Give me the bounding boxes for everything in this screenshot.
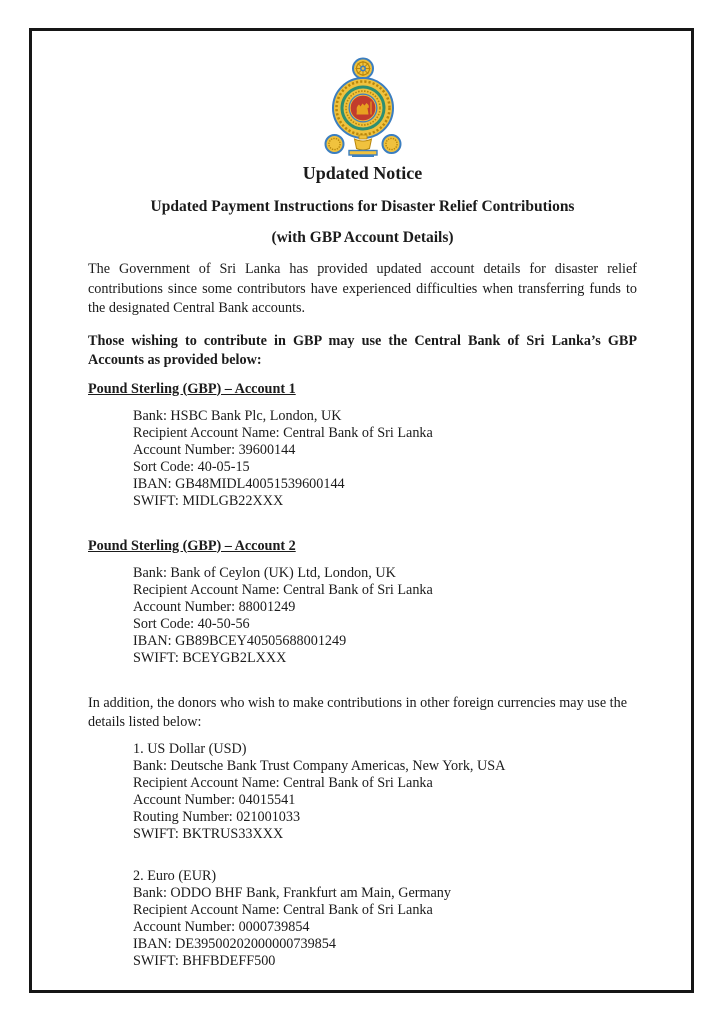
- iban-line: IBAN: GB89BCEY40505688001249: [133, 632, 347, 649]
- account-number-line: Account Number: 88001249: [133, 598, 296, 615]
- page-border-frame: [29, 28, 694, 993]
- account-number-line: Account Number: 04015541: [133, 791, 296, 808]
- gbp-note-paragraph: Those wishing to contribute in GBP may use the Central Bank of Sri Lanka’s GBP Accounts as provided below:: [88, 332, 637, 368]
- usd-account-details: [133, 741, 637, 843]
- recipient-name-line: Recipient Account Name: Central Bank of Sri Lanka: [133, 774, 433, 791]
- bank-name-line: Bank: Bank of Ceylon (UK) Ltd, London, UK: [133, 564, 396, 581]
- gbp-account-1-details: [133, 408, 637, 510]
- eur-account-details: [133, 868, 637, 970]
- recipient-name-line: Recipient Account Name: Central Bank of Sri Lanka: [133, 901, 433, 918]
- account-number-line: Account Number: 39600144: [133, 441, 296, 458]
- recipient-name-line: Recipient Account Name: Central Bank of Sri Lanka: [133, 581, 433, 598]
- sort-code-line: Sort Code: 40-05-15: [133, 458, 250, 475]
- notice-subtitle-gbp: (with GBP Account Details): [271, 229, 454, 246]
- gbp-account-2-section: [88, 537, 637, 667]
- notice-title: Updated Notice: [302, 163, 423, 183]
- gbp-account-2-details: [133, 565, 637, 667]
- usd-account-section: [88, 741, 637, 843]
- sri-lanka-national-emblem-icon: [319, 57, 407, 157]
- eur-account-section: [88, 868, 637, 970]
- gbp-account-1-heading: Pound Sterling (GBP) – Account 1: [88, 380, 296, 397]
- currency-heading-line: 1. US Dollar (USD): [133, 740, 247, 757]
- gbp-account-1-section: [88, 380, 637, 510]
- iban-line: IBAN: GB48MIDL40051539600144: [133, 475, 345, 492]
- bank-name-line: Bank: Deutsche Bank Trust Company Americas, New York, USA: [133, 757, 506, 774]
- other-currencies-paragraph: In addition, the donors who wish to make contributions in other foreign currencies may use the details listed below:: [88, 694, 628, 730]
- intro-paragraph: The Government of Sri Lanka has provided updated account details for disaster relief contributions since some contributors have experienced difficulties when transferring funds to the designated Central Bank accounts.: [88, 261, 637, 316]
- swift-line: SWIFT: BHFBDEFF500: [133, 952, 276, 969]
- swift-line: SWIFT: BCEYGB2LXXX: [133, 649, 287, 666]
- bank-name-line: Bank: HSBC Bank Plc, London, UK: [133, 407, 342, 424]
- gbp-account-2-heading: Pound Sterling (GBP) – Account 2: [88, 537, 296, 554]
- recipient-name-line: Recipient Account Name: Central Bank of Sri Lanka: [133, 424, 433, 441]
- sort-code-line: Sort Code: 40-50-56: [133, 615, 250, 632]
- iban-line: IBAN: DE39500202000000739854: [133, 935, 336, 952]
- notice-subtitle: Updated Payment Instructions for Disaster Relief Contributions: [150, 198, 575, 215]
- routing-number-line: Routing Number: 021001033: [133, 808, 301, 825]
- currency-heading-line: 2. Euro (EUR): [133, 867, 217, 884]
- bank-name-line: Bank: ODDO BHF Bank, Frankfurt am Main, Germany: [133, 884, 451, 901]
- account-number-line: Account Number: 0000739854: [133, 918, 310, 935]
- swift-line: SWIFT: BKTRUS33XXX: [133, 825, 284, 842]
- emblem-svg: [319, 57, 407, 157]
- swift-line: SWIFT: MIDLGB22XXX: [133, 492, 284, 509]
